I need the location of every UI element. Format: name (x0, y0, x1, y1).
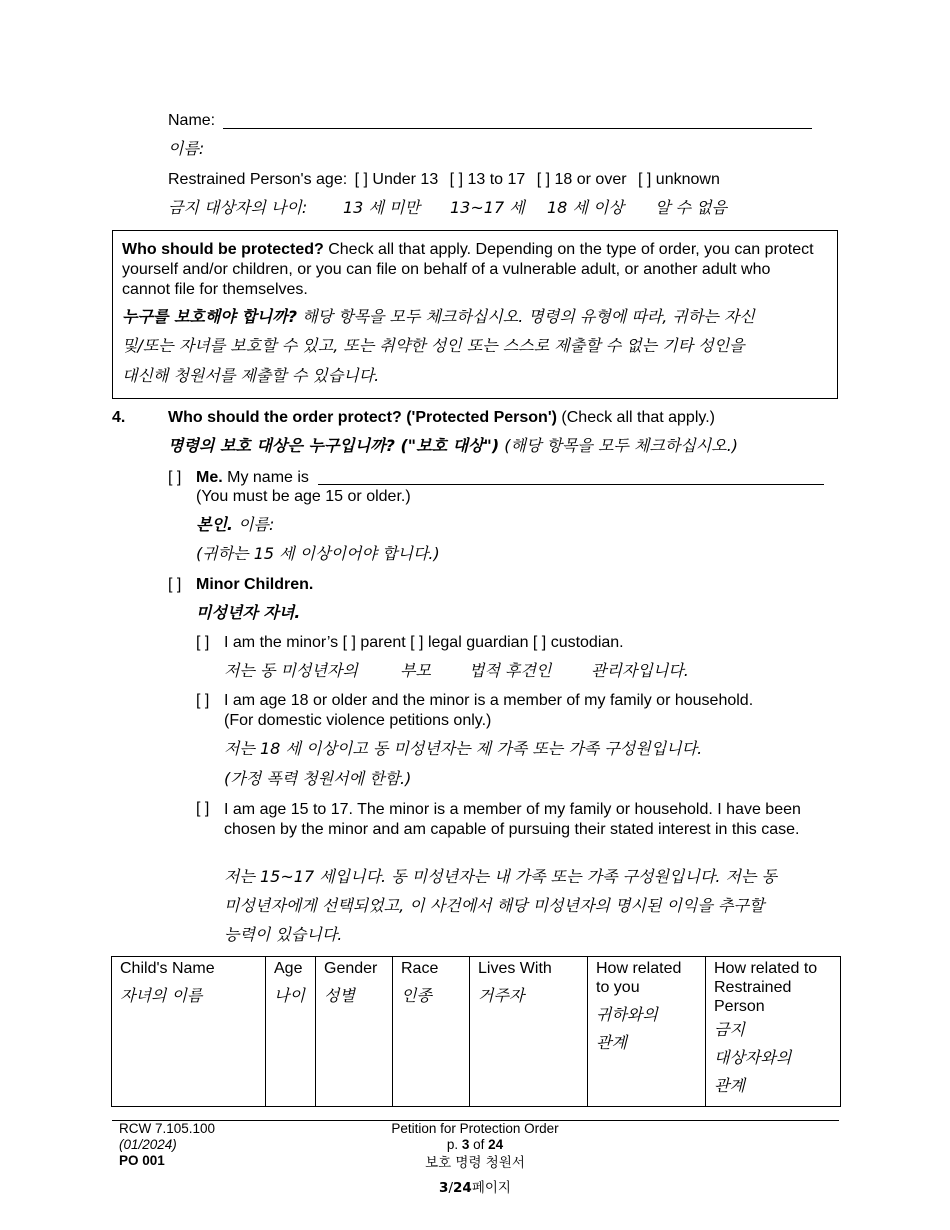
footer-form-number: PO 001 (119, 1153, 165, 1168)
minor-children-checkbox[interactable]: [ ] (168, 576, 182, 593)
who-protected-info-box (112, 230, 838, 399)
family-member-ko: 저는 18 세 이상이고 동 미성년자는 제 가족 또는 가족 구성원입니다. (224, 739, 703, 758)
info-box-text-ko-3: 대신해 청원서를 제출할 수 있습니다. (122, 366, 380, 385)
name-label-ko: 이름: (168, 139, 205, 158)
table-header-row (112, 957, 841, 1107)
chosen-by-minor-ko-1: 저는 15~17 세입니다. 동 미성년자는 내 가족 또는 가족 구성원입니다. 저는 동 (224, 867, 778, 886)
minor-relationship-ko: 저는 동 미성년자의 (224, 661, 358, 680)
minor-children-label: Minor Children. (196, 576, 314, 593)
chosen-by-minor-text: I am age 15 to 17. The minor is a member of my family or household. I have been chosen by the minor and am capable of pursuing their stated interest in this case. (224, 801, 801, 838)
legal-guardian-ko: 법적 후견인 (469, 661, 552, 680)
footer-date: (01/2024) (119, 1137, 177, 1152)
footer-title: Petition for Protection Order (391, 1121, 559, 1136)
col-age: Age 나이 (266, 957, 316, 1107)
chosen-by-minor-ko-2: 미성년자에게 선택되었고, 이 사건에서 해당 미성년자의 명시된 이익을 추구할 (224, 896, 765, 915)
age-option-18-over-ko: 18 세 이상 (547, 198, 624, 217)
footer-title-ko: 보호 명령 청원서 (425, 1155, 525, 1171)
age-option-unknown[interactable]: [ ] unknown (638, 171, 720, 188)
family-member-checkbox[interactable]: [ ] (196, 692, 210, 709)
name-line[interactable] (223, 128, 812, 129)
age-option-13-17-ko: 13~17 세 (450, 198, 525, 217)
age-option-under-13[interactable]: [ ] Under 13 (354, 171, 439, 188)
family-member-note: (For domestic violence petitions only.) (224, 712, 492, 729)
me-checkbox[interactable]: [ ] (168, 469, 182, 486)
age-option-unknown-ko: 알 수 없음 (655, 198, 727, 217)
section-number: 4. (112, 409, 126, 426)
me-age-note-ko: (귀하는 15 세 이상이어야 합니다.) (196, 544, 440, 563)
family-member-note-ko: (가정 폭력 청원서에 한함.) (224, 769, 412, 788)
minor-children-label-ko: 미성년자 자녀. (196, 603, 301, 622)
col-child-name: Child's Name 자녀의 이름 (112, 957, 266, 1107)
footer-page-ko: 3/24페이지 (439, 1180, 511, 1196)
minor-relationship-checkbox[interactable]: [ ] (196, 634, 210, 651)
col-gender: Gender 성별 (316, 957, 393, 1107)
chosen-by-minor-ko-3: 능력이 있습니다. (224, 925, 343, 944)
col-lives-with: Lives With 거주자 (470, 957, 588, 1107)
me-label-ko: 본인. 이름: (196, 515, 275, 534)
section-title: Who should the order protect? ('Protected Person') (Check all that apply.) (168, 409, 715, 426)
age-option-13-17[interactable]: [ ] 13 to 17 (449, 171, 526, 188)
age-option-under-13-ko: 13 세 미만 (343, 198, 420, 217)
info-box-text-ko-2: 및/또는 자녀를 보호할 수 있고, 또는 취약한 성인 또는 스스로 제출할 수 없는 기타 성인을 (122, 336, 745, 355)
minor-relationship-text: I am the minor’s [ ] parent [ ] legal guardian [ ] custodian. (224, 634, 624, 651)
custodian-ko: 관리자입니다. (591, 661, 689, 680)
info-box-text-ko-1: 누구를 보호해야 합니까? 해당 항목을 모두 체크하십시오. 명령의 유형에 따라, 귀하는 자신 (122, 307, 755, 326)
restrained-age-label: Restrained Person's age: [ ] Under 13 [ ] 13 to 17 [ ] 18 or over [ ] unknown (168, 171, 720, 188)
chosen-by-minor-checkbox[interactable]: [ ] (196, 800, 210, 817)
section-title-ko: 명령의 보호 대상은 누구입니까? ("보호 대상") (해당 항목을 모두 체크하십시오.) (168, 436, 739, 455)
me-name-line[interactable] (318, 484, 824, 485)
family-member-text: I am age 18 or older and the minor is a member of my family or household. (224, 692, 754, 709)
col-race: Race 인종 (393, 957, 470, 1107)
footer-rcw: RCW 7.105.100 (119, 1121, 216, 1136)
col-related-to-you: How related to you 귀하와의 관계 (588, 957, 706, 1107)
age-option-18-over[interactable]: [ ] 18 or over (536, 171, 627, 188)
children-table (111, 956, 841, 1107)
parent-ko: 부모 (400, 661, 431, 680)
footer-page: p. 3 of 24 (446, 1137, 504, 1152)
col-related-to-restrained: How related to Restrained Person 금지 대상자와의 관계 (706, 957, 841, 1107)
me-label: Me. My name is (196, 469, 309, 486)
name-label: Name: (168, 112, 216, 129)
me-age-note: (You must be age 15 or older.) (196, 488, 411, 505)
restrained-age-label-ko: 금지 대상자의 나이: (168, 198, 308, 217)
info-box-text: Who should be protected? Check all that apply. Depending on the type of order, you can protect yourself and/or children, or you can file on behalf of a vulnerable adult, or another adult who cannot file for themselves. (122, 241, 814, 298)
